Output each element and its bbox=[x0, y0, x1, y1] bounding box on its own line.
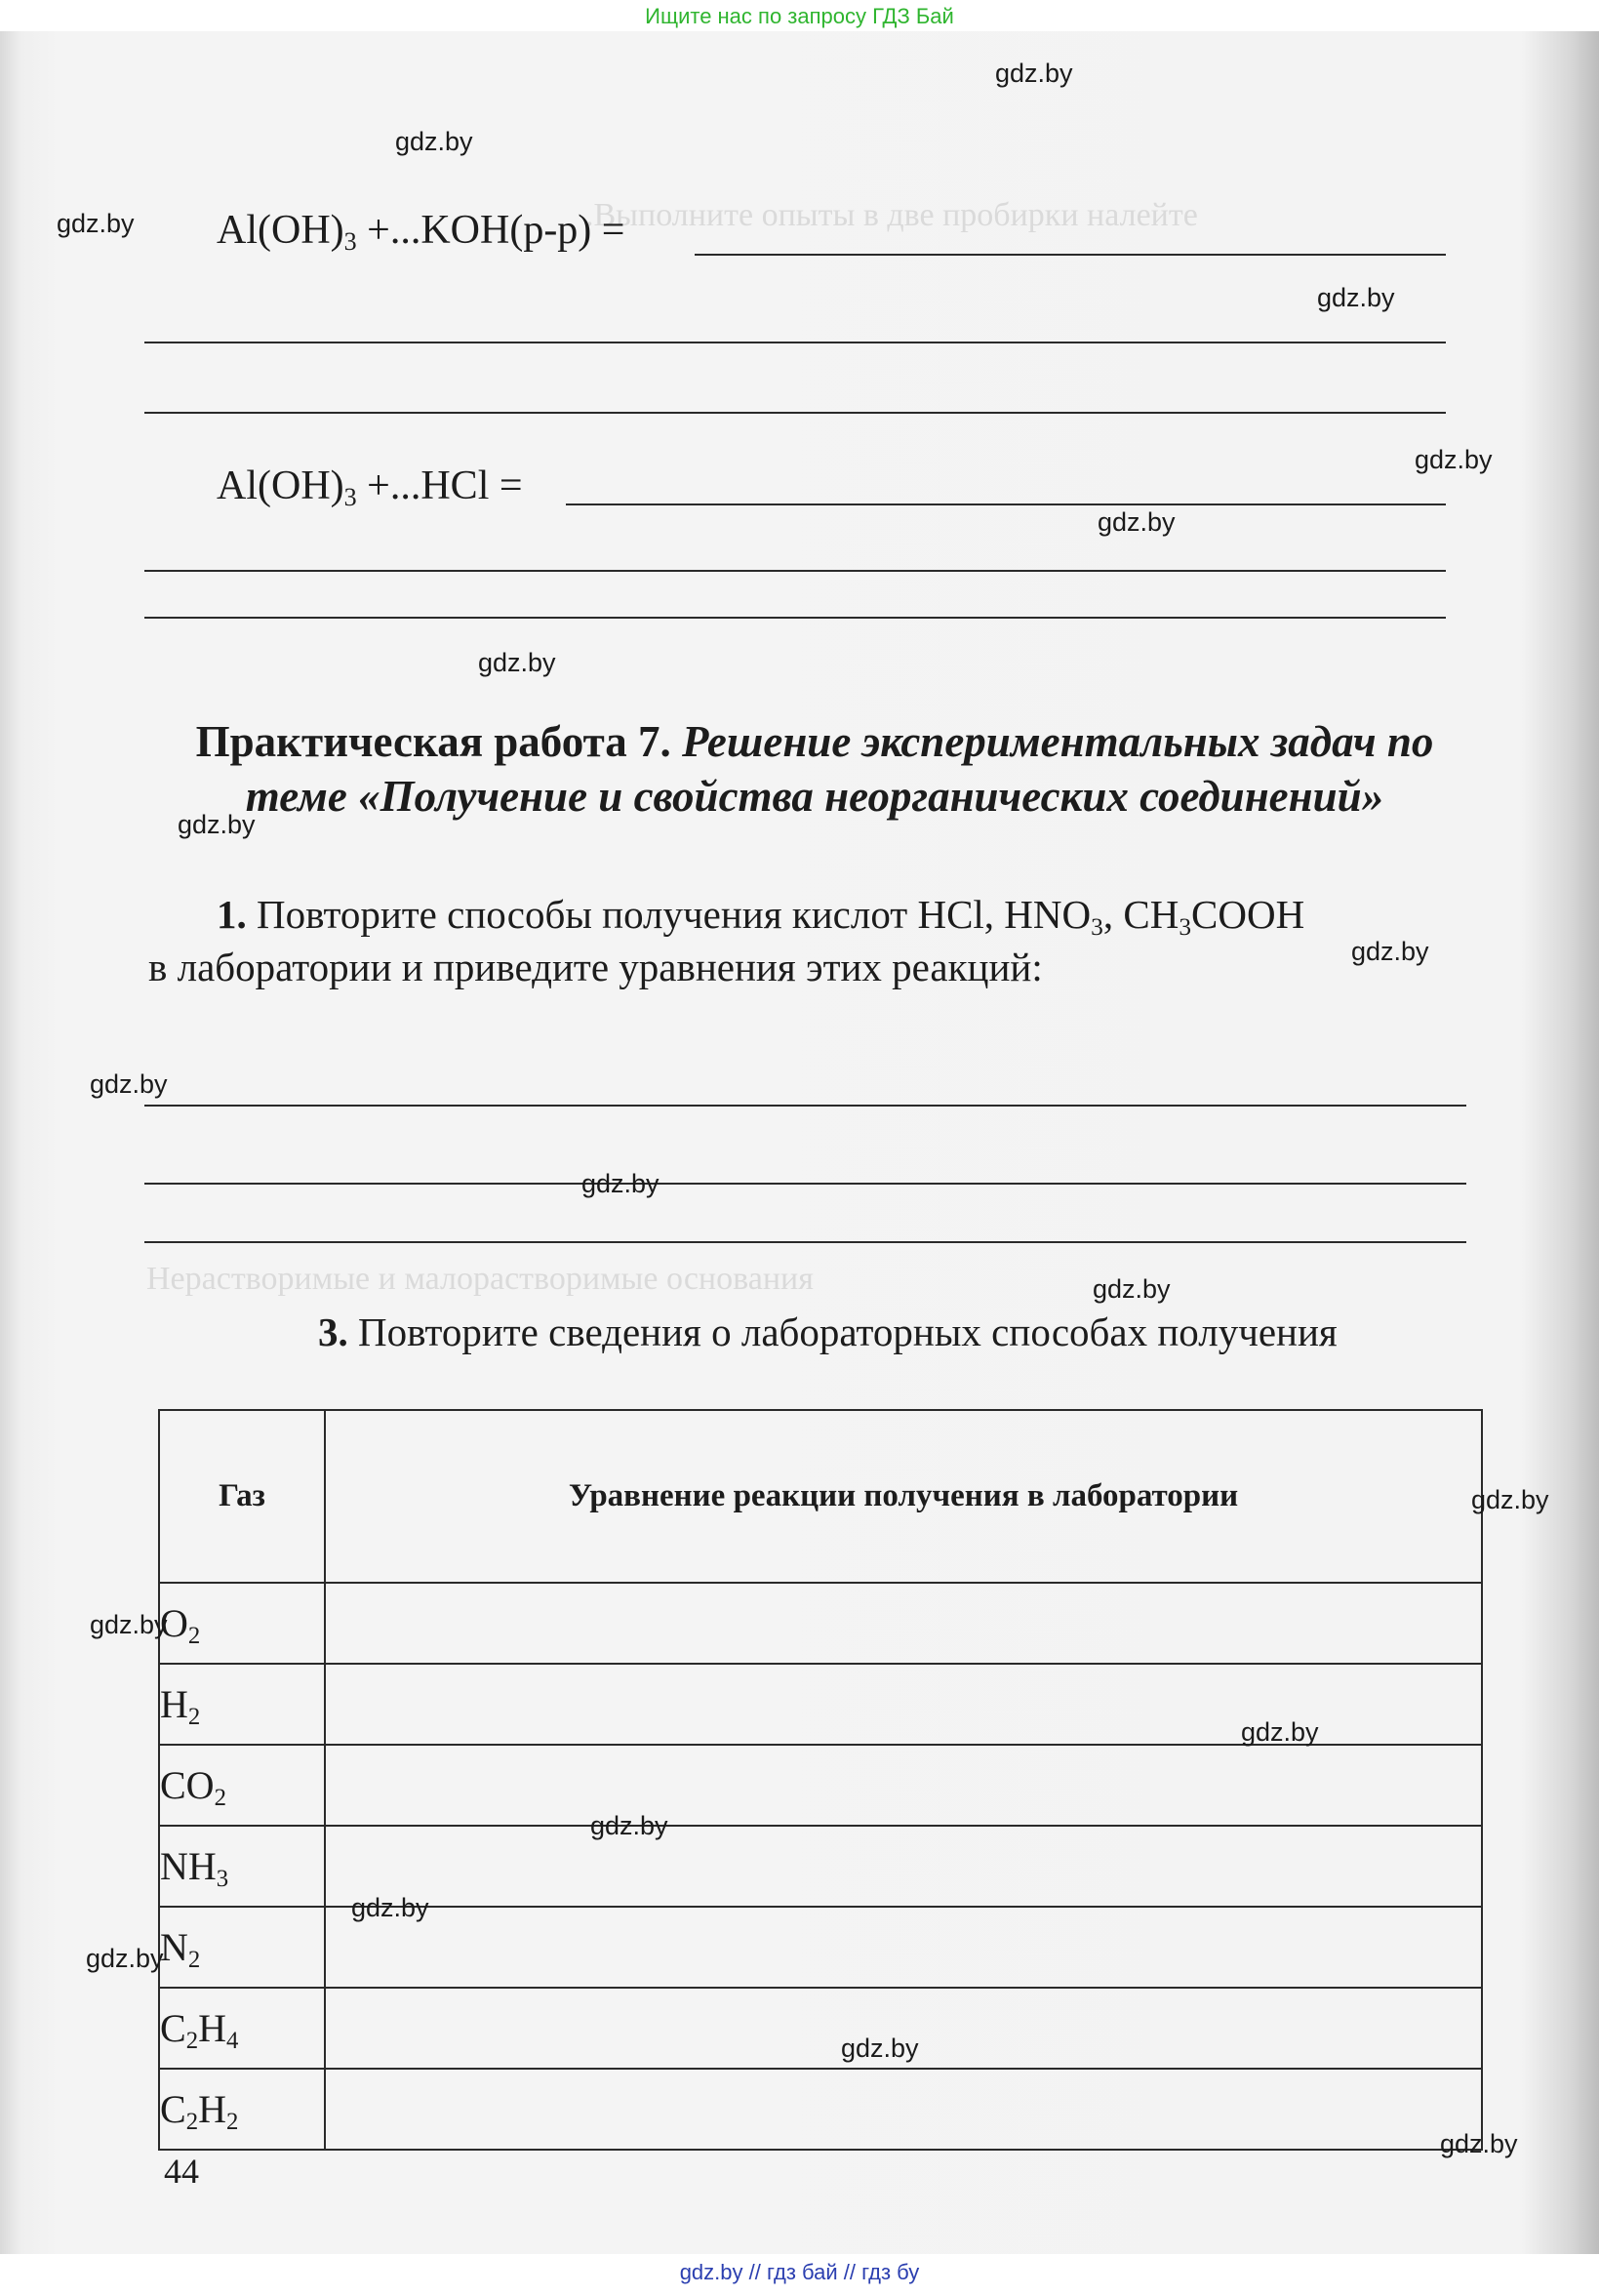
watermark: gdz.by bbox=[90, 1610, 168, 1639]
watermark: gdz.by bbox=[178, 810, 256, 839]
task-1-line-1 bbox=[217, 888, 1304, 947]
gas-formula-subscript: 2 bbox=[185, 2027, 199, 2054]
task-3-number: 3. bbox=[318, 1309, 348, 1354]
task-3-line bbox=[318, 1306, 1338, 1359]
watermark: gdz.by bbox=[1241, 1717, 1319, 1747]
table-row bbox=[159, 1583, 1482, 1664]
top-banner: Ищите нас по запросу ГДЗ Бай bbox=[645, 4, 954, 28]
equation-2 bbox=[217, 463, 523, 512]
answer-line bbox=[695, 254, 1446, 256]
practical-work-label: Практическая работа 7. bbox=[195, 717, 671, 766]
equation-1-lhs: Al(OH) bbox=[217, 208, 344, 253]
gas-formula-base: C bbox=[160, 2006, 186, 2050]
task-1-text: Повторите способы получения кислот HCl, HNO bbox=[246, 892, 1092, 937]
gas-formula-base: O bbox=[160, 1601, 188, 1645]
scanned-page bbox=[0, 31, 1599, 2254]
task-3-text: Повторите сведения о лабораторных способах получения bbox=[347, 1309, 1338, 1354]
equation-2-subscript: 3 bbox=[343, 483, 357, 512]
watermark: gdz.by bbox=[581, 1169, 660, 1198]
gas-formula-subscript: 2 bbox=[214, 1784, 226, 1811]
gas-table bbox=[158, 1409, 1483, 2151]
equation-cell[interactable] bbox=[325, 1745, 1482, 1826]
watermark: gdz.by bbox=[590, 1811, 668, 1840]
bleed-through-text: .Выполните опыты в две пробирки налейте bbox=[585, 197, 1198, 233]
gas-formula-base: NH bbox=[160, 1844, 217, 1888]
watermark: gdz.by bbox=[1351, 937, 1429, 966]
watermark: gdz.by bbox=[1098, 507, 1176, 537]
equation-1 bbox=[217, 207, 625, 257]
answer-line bbox=[144, 1241, 1466, 1243]
watermark: gdz.by bbox=[395, 127, 473, 156]
equation-1-subscript: 3 bbox=[343, 227, 357, 257]
table-row bbox=[159, 1745, 1482, 1826]
ch3-subscript: 3 bbox=[1179, 913, 1192, 942]
answer-line bbox=[144, 412, 1446, 414]
practical-work-topic: Решение экспериментальных задач по теме «Получение и свойства неорганических соединений» bbox=[245, 717, 1434, 821]
watermark: gdz.by bbox=[351, 1893, 429, 1922]
equation-cell[interactable] bbox=[325, 1583, 1482, 1664]
column-header-gas: Газ bbox=[159, 1410, 325, 1583]
gas-formula-base: CO bbox=[160, 1763, 215, 1807]
watermark: gdz.by bbox=[57, 209, 135, 238]
column-header-equation: Уравнение реакции получения в лаборатории bbox=[325, 1410, 1482, 1583]
watermark: gdz.by bbox=[86, 1944, 164, 1973]
watermark: gdz.by bbox=[995, 59, 1073, 88]
task-1-text-line-2: в лаборатории и приведите уравнения этих реакций: bbox=[148, 945, 1043, 989]
watermark: gdz.by bbox=[1415, 445, 1493, 474]
gas-formula-base: H bbox=[160, 1682, 188, 1726]
answer-line bbox=[144, 1105, 1466, 1107]
task-1-text-mid: , CH bbox=[1102, 892, 1179, 937]
gas-formula-subscript: 2 bbox=[187, 1946, 201, 1973]
table-row bbox=[159, 1988, 1482, 2069]
gas-formula-subscript: 2 bbox=[187, 1622, 201, 1649]
gas-formula bbox=[159, 1664, 325, 1745]
watermark: gdz.by bbox=[1471, 1485, 1549, 1514]
equation-2-lhs: Al(OH) bbox=[217, 463, 344, 508]
gas-formula-base: C bbox=[160, 2087, 186, 2131]
gas-formula-base-2: H bbox=[198, 2006, 226, 2050]
gas-formula-subscript-2: 2 bbox=[225, 2108, 239, 2135]
equation-cell[interactable] bbox=[325, 2069, 1482, 2150]
task-1-line-2 bbox=[148, 941, 1043, 994]
equation-2-rhs: +...HCl = bbox=[356, 463, 523, 508]
bleed-through-text: Нерастворимые и малорастворимые основания bbox=[146, 1261, 814, 1297]
equation-cell[interactable] bbox=[325, 1907, 1482, 1988]
gas-formula-base: N bbox=[160, 1925, 188, 1969]
answer-line bbox=[566, 504, 1446, 505]
hno3-subscript: 3 bbox=[1091, 913, 1103, 942]
gas-formula-base-2: H bbox=[198, 2087, 226, 2131]
table-header-row bbox=[159, 1410, 1482, 1583]
answer-line bbox=[144, 617, 1446, 619]
watermark: gdz.by bbox=[478, 648, 556, 677]
answer-line bbox=[144, 1183, 1466, 1185]
watermark: gdz.by bbox=[1317, 283, 1395, 312]
gas-formula bbox=[159, 1907, 325, 1988]
gas-formula bbox=[159, 1826, 325, 1907]
watermark: gdz.by bbox=[90, 1069, 168, 1099]
gas-formula bbox=[159, 1988, 325, 2069]
gas-formula-subscript: 2 bbox=[187, 1703, 201, 1730]
answer-line bbox=[144, 342, 1446, 343]
gas-formula-subscript: 3 bbox=[216, 1865, 229, 1892]
gas-formula-subscript: 2 bbox=[185, 2108, 199, 2135]
watermark: gdz.by bbox=[1093, 1274, 1171, 1304]
page-number: 44 bbox=[164, 2152, 199, 2191]
answer-line bbox=[144, 570, 1446, 572]
table-row bbox=[159, 2069, 1482, 2150]
task-1-text-end: COOH bbox=[1191, 892, 1305, 937]
watermark: gdz.by bbox=[841, 2034, 919, 2063]
equation-1-rhs: +...KOH(р-р) = bbox=[356, 208, 625, 253]
gas-formula-subscript-2: 4 bbox=[225, 2027, 239, 2054]
footer-links[interactable]: gdz.by // гдз бай // гдз бу bbox=[679, 2260, 920, 2284]
watermark: gdz.by bbox=[1440, 2129, 1518, 2158]
gas-formula bbox=[159, 2069, 325, 2150]
practical-work-title bbox=[185, 714, 1444, 824]
task-1-number: 1. bbox=[217, 892, 247, 937]
gas-formula bbox=[159, 1745, 325, 1826]
equation-cell[interactable] bbox=[325, 1826, 1482, 1907]
gas-formula bbox=[159, 1583, 325, 1664]
